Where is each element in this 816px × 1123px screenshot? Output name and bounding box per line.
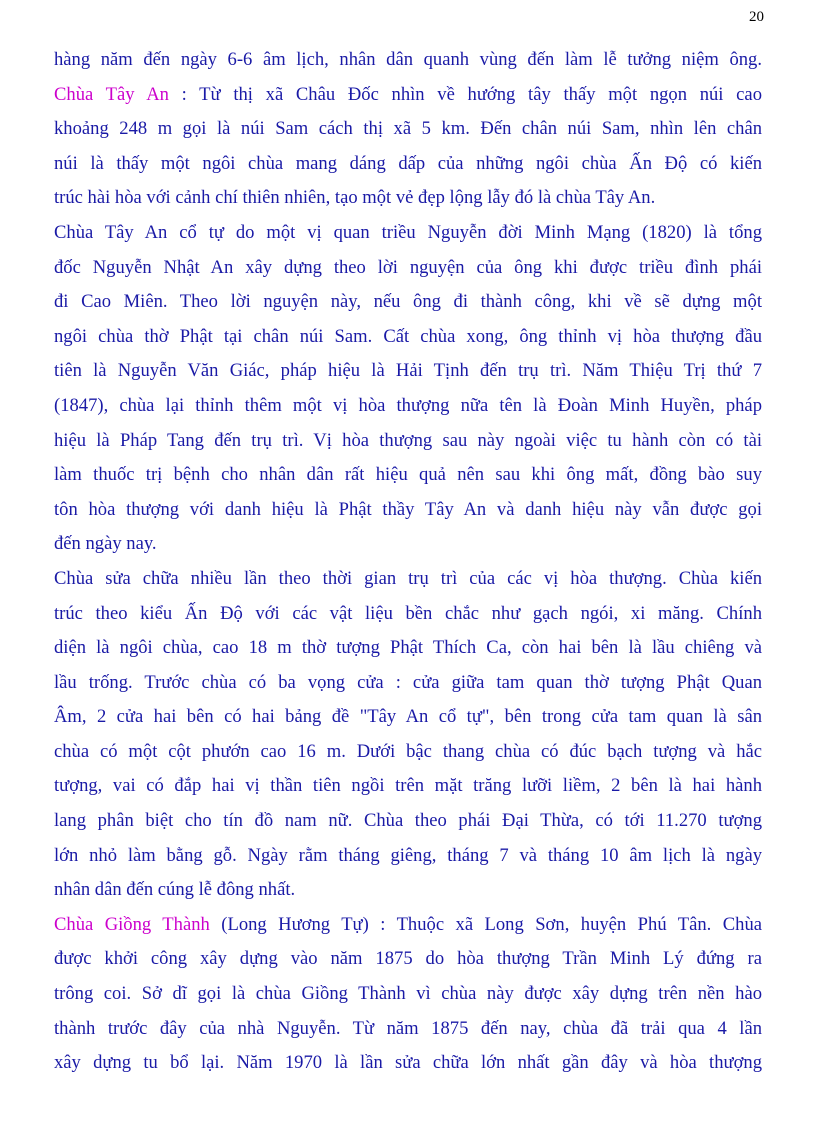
line-text: tiên là Nguyễn Văn Giác, pháp hiệu là Hải Tịnh đến trụ trì. Năm Thiệu Trị thứ 7 xyxy=(54,360,762,382)
line-text: xây dựng tu bổ lại. Năm 1970 là lần sửa chữa lớn nhất gần đây và hòa thượng xyxy=(54,1052,762,1074)
text-line xyxy=(54,631,762,666)
text-line xyxy=(54,424,762,459)
line-text: làm thuốc trị bệnh cho nhân dân rất hiệu quả nên sau khi ông mất, đồng bào suy xyxy=(54,464,762,486)
line-text: Chùa sửa chữa nhiều lần theo thời gian trụ trì của các vị hòa thượng. Chùa kiến xyxy=(54,567,762,589)
line-text: trông coi. Sở dĩ gọi là chùa Giồng Thành vì chùa này được xây dựng trên nền hào xyxy=(54,983,762,1005)
line-text: lớn nhỏ làm bằng gỗ. Ngày rằm tháng giêng, tháng 7 và tháng 10 âm lịch là ngày xyxy=(54,844,762,866)
line-text: núi là thấy một ngôi chùa mang dáng dấp của những ngôi chùa Ấn Độ có kiến xyxy=(54,152,762,174)
text-line xyxy=(54,389,762,424)
text-line xyxy=(54,873,762,908)
text-line xyxy=(54,527,762,562)
line-text: khoảng 248 m gọi là núi Sam cách thị xã 5 km. Đến chân núi Sam, nhìn lên chân xyxy=(54,118,762,140)
line-text: đốc Nguyễn Nhật An xây dựng theo lời nguyện của ông khi được triều đình phái xyxy=(54,256,762,278)
text-line xyxy=(54,562,762,597)
text-line xyxy=(54,147,762,182)
line-text: đến ngày nay. xyxy=(54,533,157,555)
line-text: Chùa Tây An cổ tự do một vị quan triều Nguyễn đời Minh Mạng (1820) là tổng xyxy=(54,221,762,243)
line-text: trúc theo kiểu Ấn Độ với các vật liệu bền chắc như gạch ngói, xi măng. Chính xyxy=(54,602,762,624)
text-line xyxy=(54,597,762,632)
line-text: thành trước đây của nhà Nguyễn. Từ năm 1875 đến nay, chùa đã trải qua 4 lần xyxy=(54,1017,762,1039)
text-line xyxy=(54,251,762,286)
line-text: được khởi công xây dựng vào năm 1875 do hòa thượng Trần Minh Lý đứng ra xyxy=(54,948,762,970)
line-text: (1847), chùa lại thỉnh thêm một vị hòa thượng nữa tên là Đoàn Minh Huyền, pháp xyxy=(54,394,762,416)
line-text: ngôi chùa thờ Phật tại chân núi Sam. Cất chùa xong, ông thỉnh vị hòa thượng đầu xyxy=(54,325,762,347)
line-text: nhân dân đến cúng lễ đông nhất. xyxy=(54,879,296,901)
text-line xyxy=(54,216,762,251)
section-heading: Chùa Giồng Thành xyxy=(54,913,210,935)
line-text: đi Cao Miên. Theo lời nguyện này, nếu ông đi thành công, khi về sẽ dựng một xyxy=(54,291,762,313)
text-line xyxy=(54,977,762,1012)
line-text: lầu trống. Trước chùa có ba vọng cửa : cửa giữa tam quan thờ tượng Phật Quan xyxy=(54,671,762,693)
line-text: diện là ngôi chùa, cao 18 m thờ tượng Phật Thích Ca, còn hai bên là lầu chiêng và xyxy=(54,637,762,659)
text-line xyxy=(54,458,762,493)
line-text: tôn hòa thượng với danh hiệu là Phật thầy Tây An và danh hiệu này vẫn được gọi xyxy=(54,498,762,520)
text-line xyxy=(54,78,762,113)
text-line xyxy=(54,735,762,770)
text-line xyxy=(54,839,762,874)
text-line xyxy=(54,43,762,78)
text-line xyxy=(54,285,762,320)
text-line xyxy=(54,700,762,735)
text-line xyxy=(54,320,762,355)
text-line xyxy=(54,908,762,943)
text-line xyxy=(54,354,762,389)
text-line xyxy=(54,942,762,977)
text-line xyxy=(54,1012,762,1047)
line-text: chùa có một cột phướn cao 16 m. Dưới bậc thang chùa có đúc bạch tượng và hắc xyxy=(54,740,762,762)
text-line xyxy=(54,112,762,147)
line-text: (Long Hương Tự) : Thuộc xã Long Sơn, huyện Phú Tân. Chùa xyxy=(209,913,762,935)
line-text: Âm, 2 cửa hai bên có hai bảng đề "Tây An cổ tự", bên trong cửa tam quan là sân xyxy=(54,706,762,728)
text-line xyxy=(54,1046,762,1081)
document-body xyxy=(54,43,762,1081)
line-text: lang phân biệt cho tín đồ nam nữ. Chùa theo phái Đại Thừa, có tới 11.270 tượng xyxy=(54,810,762,832)
text-line xyxy=(54,769,762,804)
line-text: hàng năm đến ngày 6-6 âm lịch, nhân dân quanh vùng đến làm lễ tưởng niệm ông. xyxy=(54,49,762,70)
line-text: trúc hài hòa với cảnh chí thiên nhiên, tạo một vẻ đẹp lộng lẫy đó là chùa Tây An. xyxy=(54,187,656,209)
page-number: 20 xyxy=(749,9,764,25)
line-text: tượng, vai có đắp hai vị thần tiên ngồi trên mặt trăng lưỡi liềm, 2 bên là hai hành xyxy=(54,775,762,797)
text-line xyxy=(54,181,762,216)
text-line xyxy=(54,493,762,528)
text-line xyxy=(54,804,762,839)
section-heading: Chùa Tây An xyxy=(54,83,169,105)
line-text: hiệu là Pháp Tang đến trụ trì. Vị hòa thượng sau này ngoài việc tu hành còn có tài xyxy=(54,429,762,451)
text-line xyxy=(54,666,762,701)
line-text: : Từ thị xã Châu Đốc nhìn về hướng tây thấy một ngọn núi cao xyxy=(168,83,762,105)
